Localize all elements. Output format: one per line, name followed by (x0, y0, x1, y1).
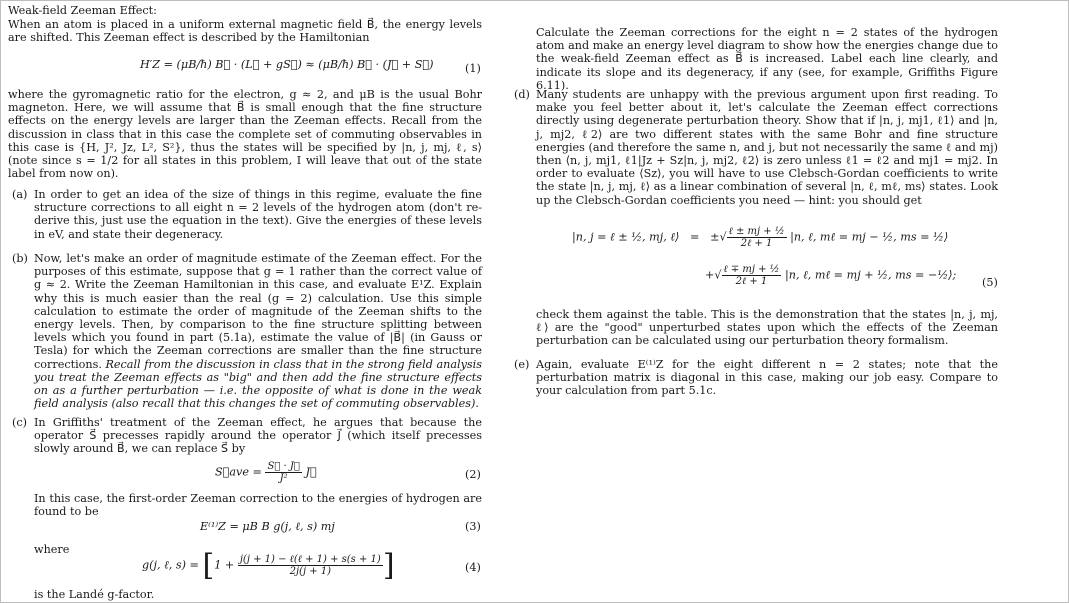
eq2-denominator: J² (279, 473, 288, 484)
where-label: where (34, 543, 70, 556)
equation-3-number: (3) (465, 520, 481, 533)
equation-1-number: (1) (465, 62, 481, 75)
part-c-continued: In this case, the first-order Zeeman correction to the energies of hydrogen are found to be (34, 492, 482, 519)
part-b-text: Now, let's make an order of magnitude estimate of the Zeeman effect. For the purposes of this estimate, suppose that g = 1 rather than the correct value of g ≈ 2. Write the Zeeman Hamiltonian in this case, and evaluate E¹Z. Explain why this is much easier than the real (g = 2) calculation. Use this simple calculation to estimate the order of magnitude of the Zeeman shifts to the energy levels. Then, by comparison to the fine structure splitting between levels which you found in part (5.1a), estimate the value of |B⃗| (in Gauss or Tesla) for which the Zeeman corrections are smaller than the fine structure corrections. (34, 252, 482, 371)
lande-note: is the Landé g-factor. (34, 588, 155, 601)
equation-4-number: (4) (465, 561, 481, 574)
equation-5-line-2: +√ $\frac{\text{ℓ ∓ mj + ½}}{\text{2ℓ + 1}}$ |n, ℓ, mℓ = mj + ½, ms = −½⟩; (705, 264, 957, 287)
paragraph-2: where the gyromagnetic ratio for the electron, g ≈ 2, and μB is the usual Bohr magneton. Here, we will assume that B⃗ is small enough that the fine structure effects on the energy levels are larger than the Zeeman effects. Recall from the discussion in class that in this case the complete set of commuting observables in this case is {H, J², Jz, L², S²}, thus the states will be specified by |n, j, mj, ℓ, s⟩ (note since s = 1/2 for all states in this problem, I will leave that out of the state label from now on). (8, 88, 482, 181)
part-d-text: Many students are unhappy with the previous argument upon first reading. To make you feel better about it, let's calculate the Zeeman effect corrections directly using degenerate perturbation theory. Show that if |n, j, mj1, ℓ1⟩ and |n, j, mj2, ℓ2⟩ are two different states with the same Bohr and fine structure energies (and therefore the same n, and j, but not necessarily the same ℓ and mj) then ⟨n, j, mj1, ℓ1|Jz + Sz|n, j, mj2, ℓ2⟩ is zero unless ℓ1 = ℓ2 and mj1 = mj2. In order to evaluate ⟨Sz⟩, you will have to use Clebsch-Gordan coefficients to write the state |n, j, mj, ℓ⟩ as a linear combination of several |n, ℓ, mℓ, ms⟩ states. Look up the Clebsch-Gordan coefficients you need — hint: you should get (536, 88, 998, 207)
part-a-text: In order to get an idea of the size of things in this regime, evaluate the fine structure corrections to all eight n = 2 levels of the hydrogen atom (don't re-derive this, just use the equation in the text). Give the energies of these levels in eV, and state their degeneracy. (34, 188, 482, 241)
part-e-text: Again, evaluate E⁽¹⁾Z for the eight different n = 2 states; note that the perturbation matrix is diagonal in this case, making our job easy. Compare to your calculation from part 5.1c. (536, 358, 998, 398)
part-e-label: (e) (514, 358, 530, 371)
part-d (514, 88, 998, 207)
part-a (12, 188, 482, 241)
part-c-task: Calculate the Zeeman corrections for the eight n = 2 states of the hydrogen atom and make an energy level diagram to show how the energies change due to the weak-field Zeeman effect as B⃗ is increased. Label each line clearly, and indicate its slope and its degeneracy, if any (see, for example, Griffiths Figure 6.11). (536, 26, 998, 92)
eq4-denominator: 2j(j + 1) (289, 566, 332, 577)
section-title: Weak-field Zeeman Effect: (8, 4, 157, 17)
equation-5-number: (5) (982, 276, 998, 289)
part-c (12, 416, 482, 456)
eq2-numerator: S⃗ · J⃗ (267, 461, 300, 472)
part-c-text: In Griffiths' treatment of the Zeeman effect, he argues that because the operator S⃗ precesses rapidly around the operator J⃗ (which itself precesses slowly around B⃗, we can replace S⃗ by (34, 416, 482, 456)
part-d-label: (d) (514, 88, 530, 101)
equation-2: S⃗ave = $\frac{S⃗ \cdot J⃗}{\text{J²}}$ J⃗ (215, 461, 317, 484)
part-b-italic-note: Recall from the discussion in class that in the strong field analysis you treat the Zeeman effects as "big" and then add the fine structure effects on as a further perturbation — i.e. the opposite of what is done in the weak field analysis (also recall that this changes the set of commuting observables). (34, 357, 482, 411)
equation-5-line-1: |n, j = ℓ ± ½, mj, ℓ⟩ = ±√ $\frac{\text{ℓ ± mj + ½}}{\text{2ℓ + 1}}$ |n, ℓ, mℓ = mj − ½, ms = ½⟩ (572, 226, 949, 249)
part-b-label: (b) (12, 252, 28, 265)
eq4-numerator: j(j + 1) − ℓ(ℓ + 1) + s(s + 1) (239, 554, 381, 565)
equation-1: H′Z = (μB/ħ) B⃗ · (L⃗ + gS⃗) ≈ (μB/ħ) B⃗ · (J⃗ + S⃗) (140, 58, 434, 71)
equation-2-number: (2) (465, 468, 481, 481)
part-b (12, 252, 482, 410)
equation-3: E⁽¹⁾Z = μB B g(j, ℓ, s) mj (200, 520, 335, 533)
part-e (514, 358, 998, 398)
equation-4: g(j, ℓ, s) = [1 + $\frac{\text{j(j + 1) − ℓ(ℓ + 1) + s(s + 1)}}{2j(j + 1)}$ ] (142, 548, 395, 583)
part-a-label: (a) (12, 188, 28, 201)
part-d-continued: check them against the table. This is the demonstration that the states |n, j, mj, ℓ⟩ are the "good" unperturbed states upon which the effects of the Zeeman perturbation can be calculated using our perturbation theory formalism. (536, 308, 998, 348)
intro-paragraph: When an atom is placed in a uniform external magnetic field B⃗, the energy levels are shifted. This Zeeman effect is described by the Hamiltonian (8, 18, 482, 45)
part-c-label: (c) (12, 416, 27, 429)
